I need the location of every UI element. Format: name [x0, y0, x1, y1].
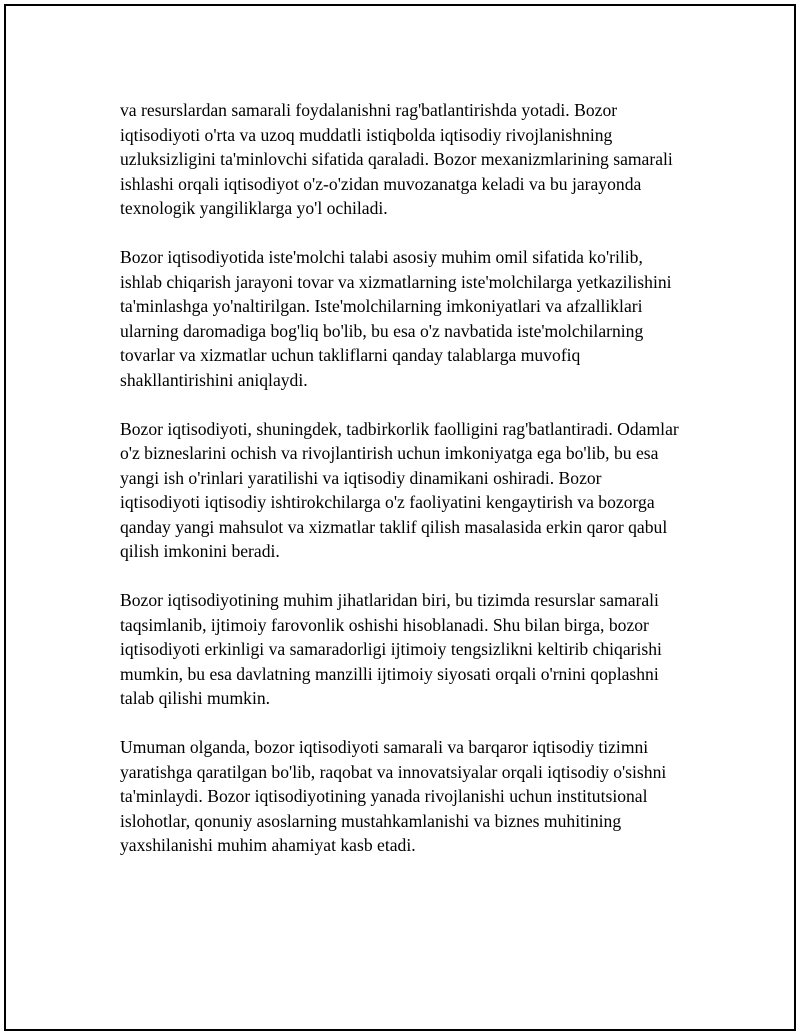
document-body [120, 98, 680, 882]
paragraph-3: Bozor iqtisodiyoti, shuningdek, tadbirkorlik faolligini rag'batlantiradi. Odamlar o'z bizneslarini ochish va rivojlantirish uchun imkoniyatga ega bo'lib, bu esa yangi ish o'rinlari yaratilishi va iqtisodiy dinamikani oshiradi. Bozor iqtisodiyoti iqtisodiy ishtirokchilarga o'z faoliyatini kengaytirish va bozorga qanday yangi mahsulot va xizmatlar taklif qilish masalasida erkin qaror qabul qilish imkonini beradi. [120, 418, 679, 561]
paragraph-2: Bozor iqtisodiyotida iste'molchi talabi asosiy muhim omil sifatida ko'rilib, ishlab chiqarish jarayoni tovar va xizmatlarning iste'molchilarga yetkazilishini ta'minlashga yo'naltirilgan. Iste'molchilarning imkoniyatlari va afzalliklari ularning daromadiga bog'liq bo'lib, bu esa o'z navbatida iste'molchilarning tovarlar va xizmatlar uchun takliflarni qanday talablarga muvofiq shakllantirishini aniqlaydi. [120, 247, 672, 390]
paragraph-5: Umuman olganda, bozor iqtisodiyoti samarali va barqaror iqtisodiy tizimni yaratishga qaratilgan bo'lib, raqobat va innovatsiyalar orqali iqtisodiy o'sishni ta'minlaydi. Bozor iqtisodiyotining yanada rivojlanishi uchun institutsional islohotlar, qonuniy asoslarning mustahkamlanishi va biznes muhitining yaxshilanishi muhim ahamiyat kasb etadi. [120, 737, 667, 855]
paragraph-4: Bozor iqtisodiyotining muhim jihatlaridan biri, bu tizimda resurslar samarali taqsimlanib, ijtimoiy farovonlik oshishi hisoblanadi. Shu bilan birga, bozor iqtisodiyoti erkinligi va samaradorligi ijtimoiy tengsizlikni keltirib chiqarishi mumkin, bu esa davlatning manzilli ijtimoiy siyosati orqali o'rnini qoplashni talab qilishi mumkin. [120, 590, 662, 708]
document-page [4, 4, 796, 1031]
paragraph-1: va resurslardan samarali foydalanishni rag'batlantirishda yotadi. Bozor iqtisodiyoti o'rta va uzoq muddatli istiqbolda iqtisodiy rivojlanishning uzluksizligini ta'minlovchi sifatida qaraladi. Bozor mexanizmlarining samarali ishlashi orqali iqtisodiyot o'z-o'zidan muvozanatga keladi va bu jarayonda texnologik yangiliklarga yo'l ochiladi. [120, 100, 673, 218]
